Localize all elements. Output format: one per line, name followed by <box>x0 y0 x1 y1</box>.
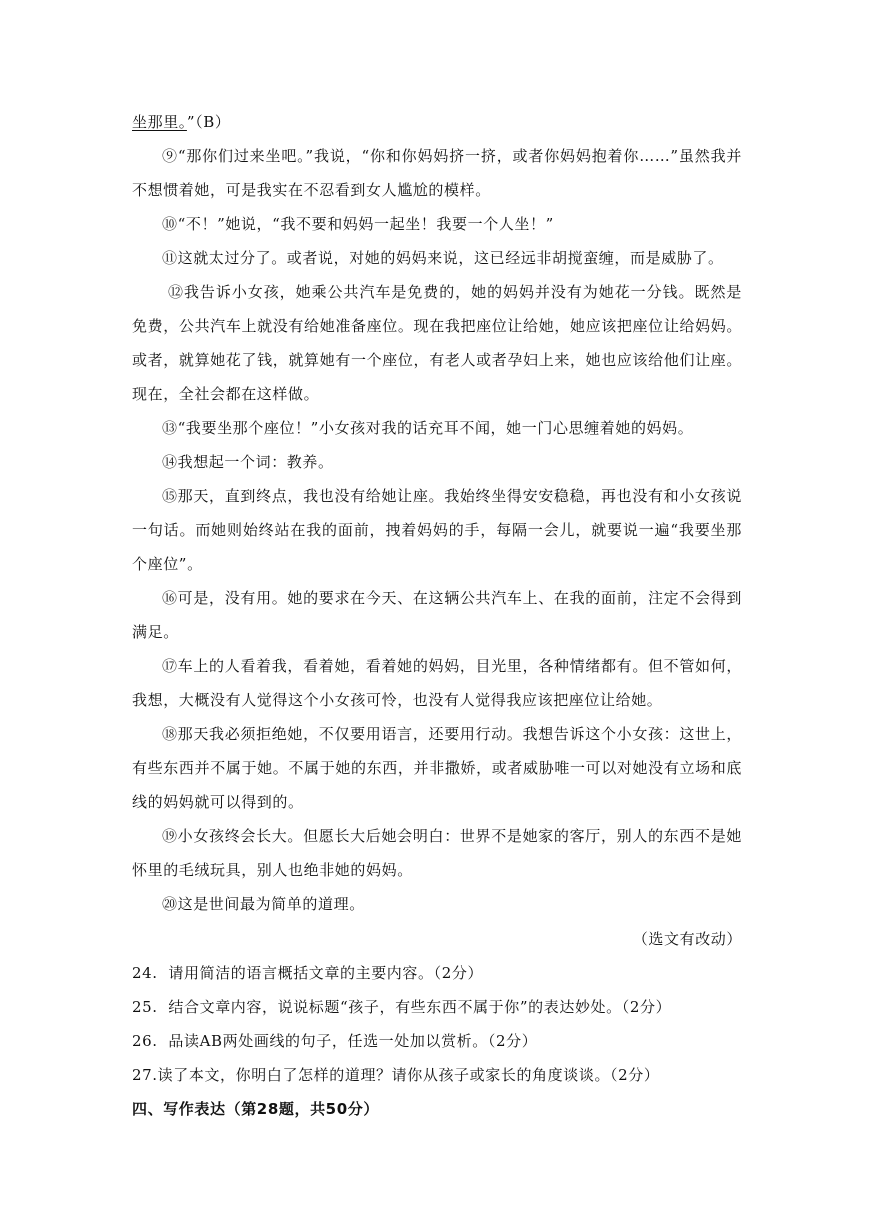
paragraph-15: ⑮那天，直到终点，我也没有给她让座。我始终坐得安安稳稳，再也没有和小女孩说一句话。而她则始终站在我的面前，拽着妈妈的手，每隔一会儿，就要说一遍“我要坐那个座位”。 <box>132 487 742 573</box>
paragraph-10: ⑩“不！”她说，“我不要和妈妈一起坐！我要一个人坐！” <box>162 215 554 233</box>
paragraph-14: ⑭我想起一个词：教养。 <box>162 453 334 471</box>
source-note: （选文有改动） <box>632 930 742 948</box>
paragraph-17: ⑰车上的人看着我，看着她，看着她的妈妈，目光里，各种情绪都有。但不管如何，我想，大概没有人觉得这个小女孩可怜，也没有人觉得我应该把座位让给她。 <box>132 657 742 709</box>
paragraph-20: ⑳这是世间最为简单的道理。 <box>162 895 365 913</box>
paragraph-18: ⑱那天我必须拒绝她，不仅要用语言，还要用行动。我想告诉这个小女孩：这世上，有些东西并不属于她。不属于她的东西，并非撒娇，或者威胁唯一可以对她没有立场和底线的妈妈就可以得到的。 <box>132 725 742 811</box>
paragraph-8-tail <box>132 105 742 139</box>
annotation-b: ”（B） <box>186 113 231 131</box>
paragraph-13: ⑬“我要坐那个座位！”小女孩对我的话充耳不闻，她一门心思缠着她的妈妈。 <box>162 419 694 437</box>
paragraph-12: ⑫我告诉小女孩，她乘公共汽车是免费的，她的妈妈并没有为她花一分钱。既然是免费，公共汽车上就没有给她准备座位。现在我把座位让给她，她应该把座位让给妈妈。或者，就算她花了钱，就算她有一个座位，有老人或者孕妇上来，她也应该给他们让座。现在，全社会都在这样做。 <box>132 283 742 403</box>
section-heading: 四、写作表达（第28题，共50分） <box>132 1100 379 1118</box>
paragraph-9: ⑨“那你们过来坐吧。”我说，“你和你妈妈挤一挤，或者你妈妈抱着你……”虽然我并不想惯着她，可是我实在不忍看到女人尴尬的模样。 <box>132 147 742 199</box>
question-25: 25. 结合文章内容，说说标题“孩子，有些东西不属于你”的表达妙处。（2分） <box>132 998 672 1016</box>
question-27: 27.读了本文，你明白了怎样的道理？请你从孩子或家长的角度谈谈。（2分） <box>132 1066 660 1084</box>
question-24: 24. 请用简洁的语言概括文章的主要内容。（2分） <box>132 964 484 982</box>
paragraph-19: ⑲小女孩终会长大。但愿长大后她会明白：世界不是她家的客厅，别人的东西不是她怀里的毛绒玩具，别人也绝非她的妈妈。 <box>132 827 742 879</box>
paragraph-16: ⑯可是，没有用。她的要求在今天、在这辆公共汽车上、在我的面前，注定不会得到满足。 <box>132 589 742 641</box>
question-26: 26. 品读AB两处画线的句子，任选一处加以赏析。（2分） <box>132 1032 538 1050</box>
underlined-sentence-b: 坐那里。 <box>132 113 187 131</box>
paragraph-11: ⑪这就太过分了。或者说，对她的妈妈来说，这已经远非胡搅蛮缠，而是威胁了。 <box>162 249 724 267</box>
